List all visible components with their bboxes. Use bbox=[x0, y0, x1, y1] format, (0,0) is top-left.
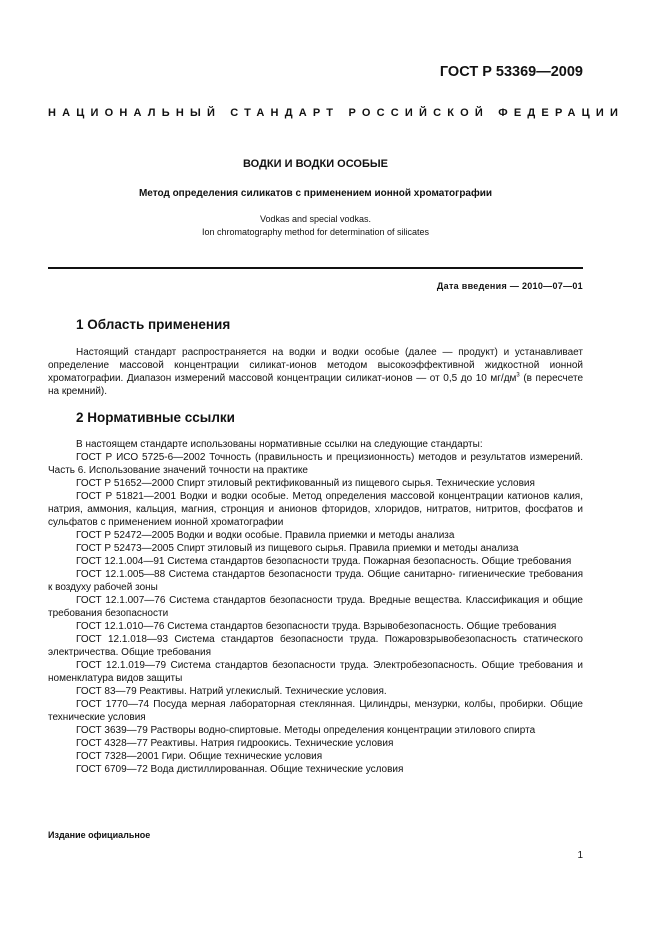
subtitle: Метод определения силикатов с применением ионной хроматографии bbox=[138, 188, 493, 199]
english-title-line-1: Vodkas and special vodkas. bbox=[259, 214, 372, 224]
reference-item: ГОСТ Р 51652—2000 Спирт этиловый ректификованный из пищевого сырья. Технические условия bbox=[76, 478, 535, 489]
english-title bbox=[48, 213, 583, 239]
reference-item: ГОСТ 12.1.004—91 Система стандартов безопасности труда. Пожарная безопасность. Общие требования bbox=[76, 556, 572, 567]
main-title: ВОДКИ И ВОДКИ ОСОБЫЕ bbox=[243, 158, 388, 170]
edition-note: Издание официальное bbox=[48, 830, 151, 840]
reference-item: ГОСТ 12.1.005—88 Система стандартов безопасности труда. Общие санитарно- гигиенические требования к воздуху рабочей зоны bbox=[48, 569, 583, 593]
section-1-text-main: Настоящий стандарт распространяется на водки и водки особые (далее — продукт) и устанавливает определение массовой концентрации силикат-ионов методом высокоэффективной жидкостной ионной хроматографии. Диапазон измерений массовой концентрации силикат-ионов — от 0,5 до 10 мг/дм bbox=[48, 347, 583, 384]
document-number: ГОСТ Р 53369—2009 bbox=[439, 64, 583, 80]
reference-item: ГОСТ Р 52472—2005 Водки и водки особые. Правила приемки и методы анализа bbox=[76, 530, 455, 541]
section-1-text-end: (в пересчете на кремний). bbox=[48, 373, 584, 397]
standard-title: НАЦИОНАЛЬНЫЙ СТАНДАРТ РОССИЙСКОЙ ФЕДЕРАЦИИ bbox=[48, 107, 625, 119]
english-title-line-2: Ion chromatography method for determination of silicates bbox=[201, 227, 430, 237]
reference-item: ГОСТ 83—79 Реактивы. Натрий углекислый. Технические условия. bbox=[76, 686, 387, 697]
introduction-date: Дата введения — 2010—07—01 bbox=[436, 281, 583, 291]
reference-item: ГОСТ 12.1.007—76 Система стандартов безопасности труда. Вредные вещества. Классификация и общие требования безопасности bbox=[48, 595, 583, 619]
section-1-heading: 1 Область применения bbox=[76, 317, 231, 332]
reference-item: ГОСТ 4328—77 Реактивы. Натрия гидроокись. Технические условия bbox=[76, 738, 394, 749]
section-2-heading: 2 Нормативные ссылки bbox=[76, 410, 235, 425]
reference-item: ГОСТ 1770—74 Посуда мерная лабораторная стеклянная. Цилиндры, мензурки, колбы, пробирки. Общие технические условия bbox=[48, 699, 583, 723]
reference-item: ГОСТ 12.1.019—79 Система стандартов безопасности труда. Электробезопасность. Общие требования и номенклатура видов защиты bbox=[48, 660, 583, 684]
page-number: 1 bbox=[577, 850, 583, 861]
unit-superscript: 3 bbox=[516, 372, 520, 379]
reference-item: ГОСТ Р ИСО 5725-6—2002 Точность (правильность и прецизионность) методов и результатов измерений. Часть 6. Использование значений точности на практике bbox=[48, 452, 583, 476]
references-intro: В настоящем стандарте использованы нормативные ссылки на следующие стандарты: bbox=[76, 439, 483, 450]
reference-item: ГОСТ Р 52473—2005 Спирт этиловый из пищевого сырья. Правила приемки и методы анализа bbox=[76, 543, 519, 554]
section-1-text bbox=[48, 346, 583, 398]
reference-item: ГОСТ Р 51821—2001 Водки и водки особые. Метод определения массовой концентрации катионов калия, натрия, аммония, кальция, магния, стронция и анионов фторидов, хлоридов, нитратов, нитритов, фосфатов и сульфатов с применением ионной хроматографии bbox=[48, 491, 583, 528]
reference-item: ГОСТ 12.1.018—93 Система стандартов безопасности труда. Пожаровзрывобезопасность статического электричества. Общие требования bbox=[48, 634, 583, 658]
reference-item: ГОСТ 3639—79 Растворы водно-спиртовые. Методы определения концентрации этилового спирта bbox=[76, 725, 536, 736]
reference-item: ГОСТ 7328—2001 Гири. Общие технические условия bbox=[76, 751, 323, 762]
normative-references-list bbox=[48, 438, 583, 776]
divider-rule bbox=[48, 267, 583, 269]
reference-item: ГОСТ 6709—72 Вода дистиллированная. Общие технические условия bbox=[76, 764, 404, 775]
reference-item: ГОСТ 12.1.010—76 Система стандартов безопасности труда. Взрывобезопасность. Общие требования bbox=[76, 621, 557, 632]
